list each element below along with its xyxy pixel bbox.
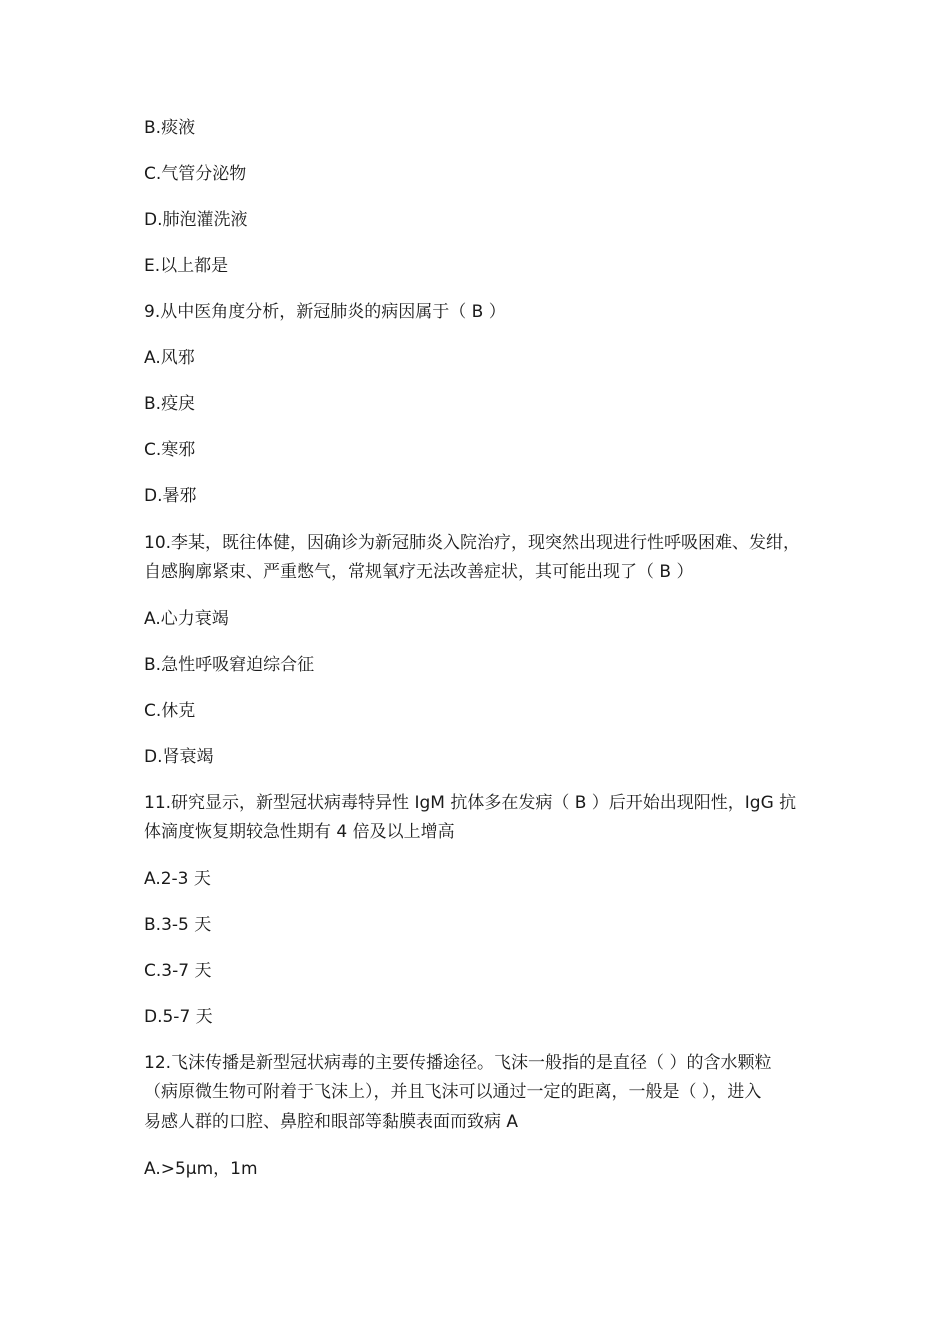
question-12-line-3: 易感人群的口腔、鼻腔和眼部等黏膜表面而致病 A: [144, 1112, 519, 1132]
question-10-line-1: 10.李某，既往体健，因确诊为新冠肺炎入院治疗，现突然出现进行性呼吸困难、发绀，: [144, 533, 801, 553]
option-11c: C.3-7 天: [144, 961, 212, 981]
option-11a: A.2-3 天: [144, 869, 211, 889]
option-10a: A.心力衰竭: [144, 609, 229, 629]
question-12-line-2: （病原微生物可附着于飞沫上），并且飞沫可以通过一定的距离，一般是（ ），进入: [144, 1082, 762, 1102]
option-8c: C.气管分泌物: [144, 164, 247, 184]
option-8e: E.以上都是: [144, 256, 229, 276]
option-11d: D.5-7 天: [144, 1007, 213, 1027]
question-11-line-2: 体滴度恢复期较急性期有 4 倍及以上增高: [144, 822, 455, 842]
option-10c: C.休克: [144, 701, 196, 721]
option-9c: C.寒邪: [144, 440, 196, 460]
option-9a: A.风邪: [144, 348, 195, 368]
option-12a: A.>5μm，1m: [144, 1159, 258, 1179]
option-10b: B.急性呼吸窘迫综合征: [144, 655, 315, 675]
option-9d: D.暑邪: [144, 486, 197, 506]
option-8d: D.肺泡灌洗液: [144, 210, 248, 230]
question-9: 9.从中医角度分析，新冠肺炎的病因属于（ B ）: [144, 302, 506, 322]
option-9b: B.疫戾: [144, 394, 196, 414]
question-10-line-2: 自感胸廓紧束、严重憋气，常规氧疗无法改善症状，其可能出现了（ B ）: [144, 562, 694, 582]
question-12-line-1: 12.飞沫传播是新型冠状病毒的主要传播途径。飞沫一般指的是直径（ ）的含水颗粒: [144, 1053, 772, 1073]
question-11-line-1: 11.研究显示，新型冠状病毒特异性 IgM 抗体多在发病（ B ）后开始出现阳性，IgG 抗: [144, 793, 797, 813]
option-8b: B.痰液: [144, 118, 196, 138]
option-11b: B.3-5 天: [144, 915, 212, 935]
option-10d: D.肾衰竭: [144, 747, 214, 767]
